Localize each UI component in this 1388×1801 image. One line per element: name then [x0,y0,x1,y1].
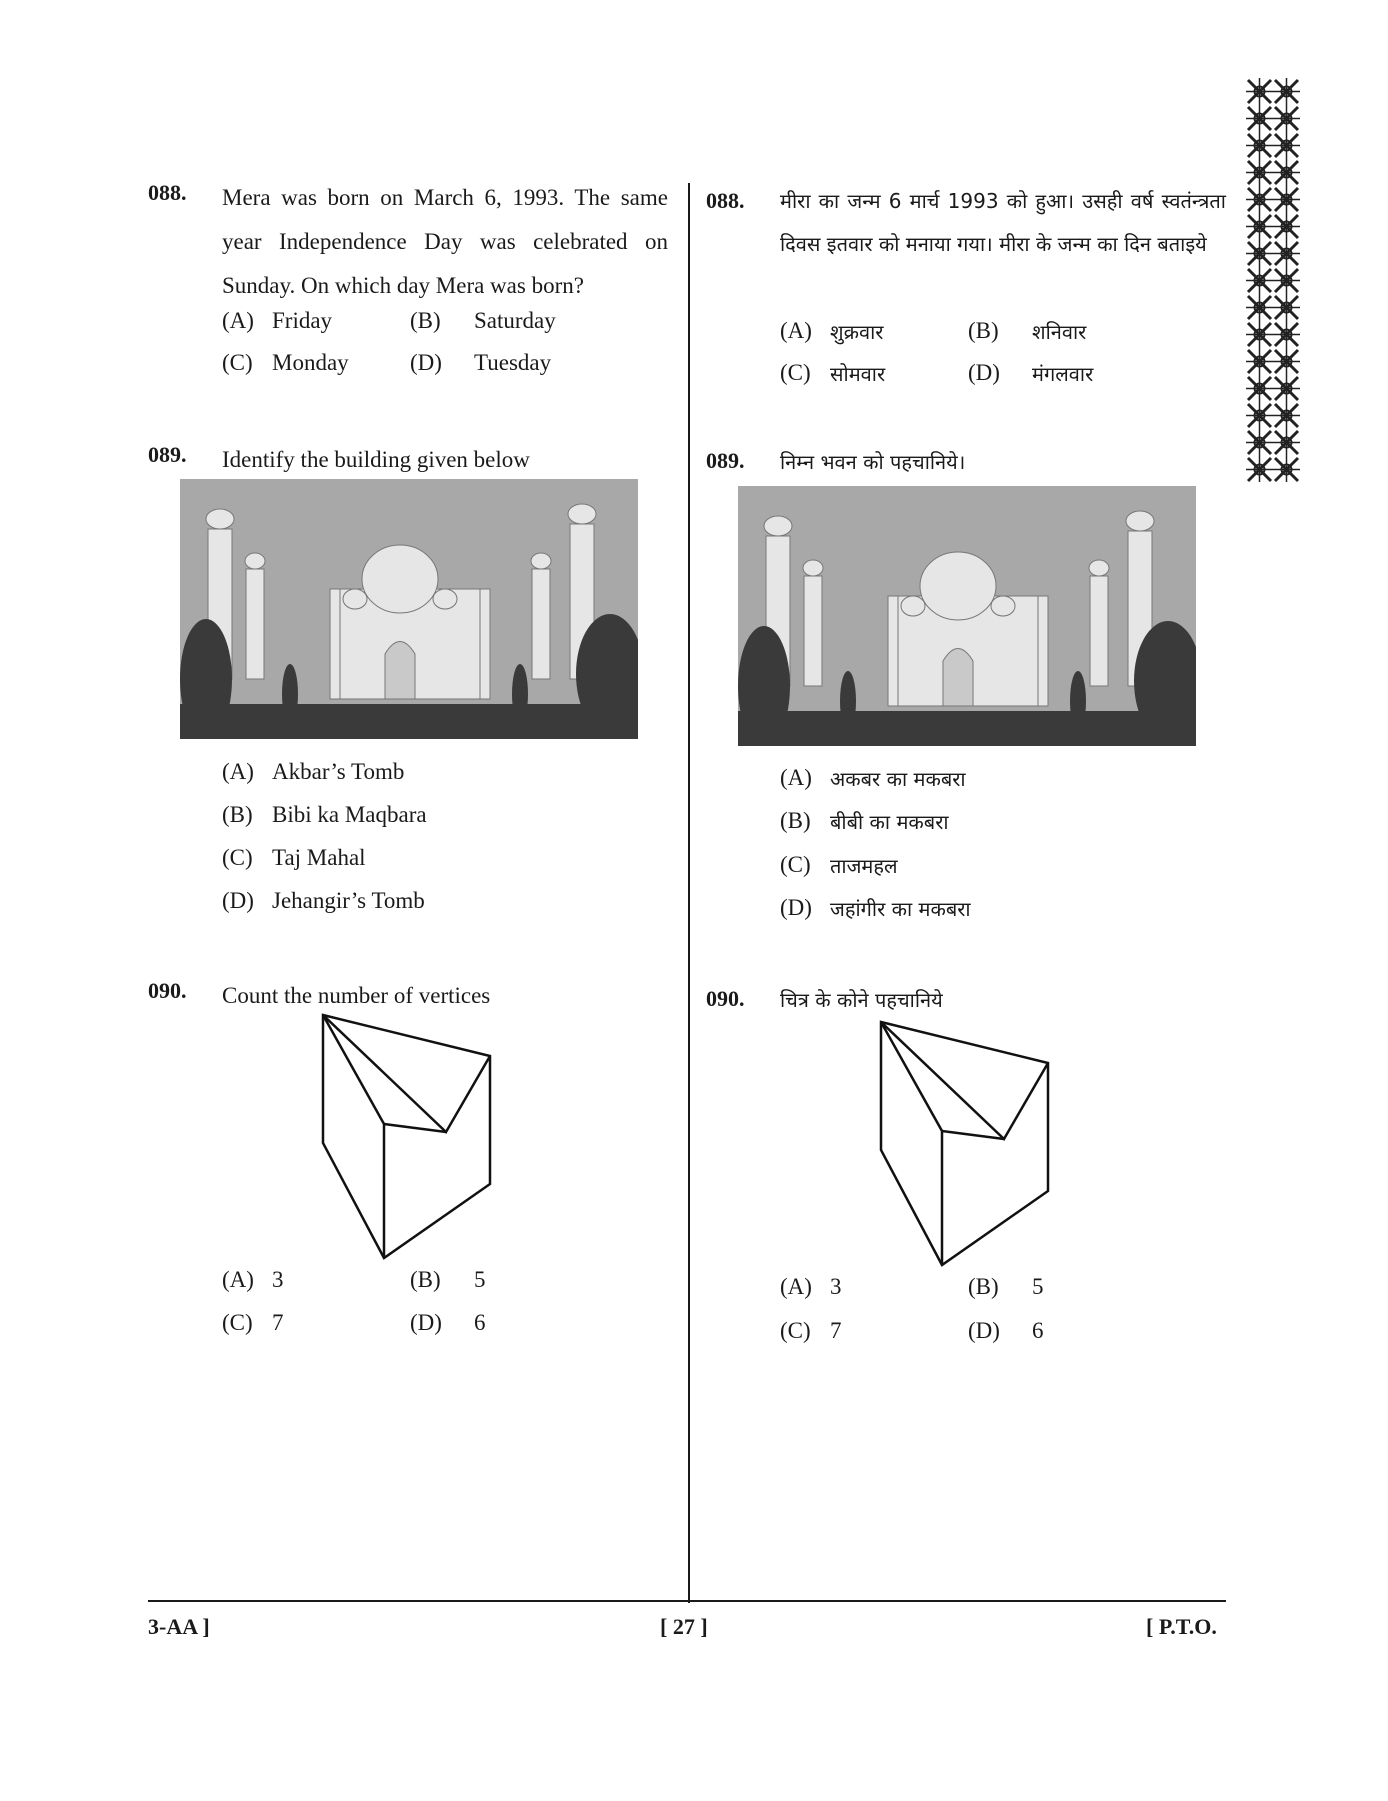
question-number: 090. [148,978,187,1003]
option-label: (B) [222,802,253,827]
option-label: (A) [780,765,812,790]
prism-figure [318,1010,494,1262]
option-c[interactable] [780,852,898,878]
option-text: मंगलवार [1032,362,1094,386]
option-b[interactable] [410,308,556,334]
option-text: 5 [1032,1274,1044,1299]
option-d[interactable] [780,895,971,921]
option-label: (A) [780,1274,812,1299]
option-label: (D) [968,360,1000,385]
option-a[interactable] [222,1267,284,1293]
option-b[interactable] [968,1274,1044,1300]
question-number: 089. [706,448,745,473]
question-text: निम्न भवन को पहचानिये। [780,450,966,474]
page-number: [ 27 ] [660,1614,708,1639]
option-b[interactable] [410,1267,486,1293]
option-text: Bibi ka Maqbara [272,802,427,827]
question-text: मीरा का जन्म 6 मार्च 1993 को हुआ। उसही वर्ष स्वतंन्त्रता दिवस इतवार को मनाया गया। मीरा के जन्म का दिन बताइये [780,189,1226,256]
option-text: Akbar’s Tomb [272,759,405,784]
option-label: (C) [780,1318,811,1343]
column-divider [688,183,690,1603]
option-label: (C) [780,360,811,385]
footer-rule [148,1600,1226,1602]
question-number: 088. [148,180,187,205]
option-a[interactable] [222,759,405,785]
option-label: (A) [222,759,254,784]
option-text: Tuesday [474,350,552,375]
building-photo [180,479,638,739]
question-number: 090. [706,986,745,1011]
option-text: 7 [830,1318,842,1343]
option-a[interactable] [222,308,333,334]
option-d[interactable] [968,1318,1044,1344]
option-text: अकबर का मकबरा [830,767,966,791]
option-label: (B) [968,1274,999,1299]
option-text: 3 [272,1267,284,1292]
option-label: (A) [780,318,812,343]
option-b[interactable] [968,318,1087,344]
option-label: (B) [968,318,999,343]
option-text: सोमवार [830,362,886,386]
option-text: Saturday [474,308,556,333]
option-label: (B) [410,308,441,333]
option-text: बीबी का मकबरा [830,810,949,834]
option-text: Taj Mahal [272,845,366,870]
option-text: जहांगीर का मकबरा [830,897,971,921]
option-label: (C) [222,845,253,870]
option-text: 5 [474,1267,486,1292]
decorative-border-pattern [1246,78,1300,482]
option-text: 6 [474,1310,486,1335]
option-label: (D) [780,895,812,920]
option-text: Monday [272,350,349,375]
option-text: शुक्रवार [830,320,884,344]
question-number: 088. [706,188,745,213]
option-label: (D) [968,1318,1000,1343]
option-text: ताजमहल [830,854,898,878]
option-text: 3 [830,1274,842,1299]
question-text: Identify the building given below [222,447,530,472]
option-a[interactable] [780,765,966,791]
option-label: (B) [780,808,811,833]
question-text: चित्र के कोने पहचानिये [780,988,943,1012]
option-label: (A) [222,1267,254,1292]
option-label: (D) [410,350,442,375]
option-d[interactable] [222,888,425,914]
option-a[interactable] [780,318,884,344]
option-d[interactable] [968,360,1094,386]
option-text: Jehangir’s Tomb [272,888,425,913]
option-c[interactable] [222,845,366,871]
option-label: (A) [222,308,254,333]
option-label: (C) [222,1310,253,1335]
option-text: शनिवार [1032,320,1087,344]
option-c[interactable] [780,1318,842,1344]
option-label: (C) [222,350,253,375]
question-number: 089. [148,442,187,467]
prism-figure [876,1017,1052,1269]
pto-label: [ P.T.O. [1146,1614,1217,1639]
option-c[interactable] [780,360,886,386]
option-label: (B) [410,1267,441,1292]
question-text: Mera was born on March 6, 1993. The same year Independence Day was celebrated on Sunday. On which day Mera was born? [222,185,668,298]
option-text: Friday [272,308,333,333]
question-text: Count the number of vertices [222,983,491,1008]
option-b[interactable] [222,802,427,828]
option-a[interactable] [780,1274,842,1300]
option-c[interactable] [222,350,349,376]
option-d[interactable] [410,1310,486,1336]
option-label: (D) [410,1310,442,1335]
option-text: 7 [272,1310,284,1335]
option-text: 6 [1032,1318,1044,1343]
option-d[interactable] [410,350,552,376]
option-b[interactable] [780,808,949,834]
booklet-code: 3-AA ] [148,1614,210,1639]
building-photo [738,486,1196,746]
option-label: (D) [222,888,254,913]
option-label: (C) [780,852,811,877]
option-c[interactable] [222,1310,284,1336]
